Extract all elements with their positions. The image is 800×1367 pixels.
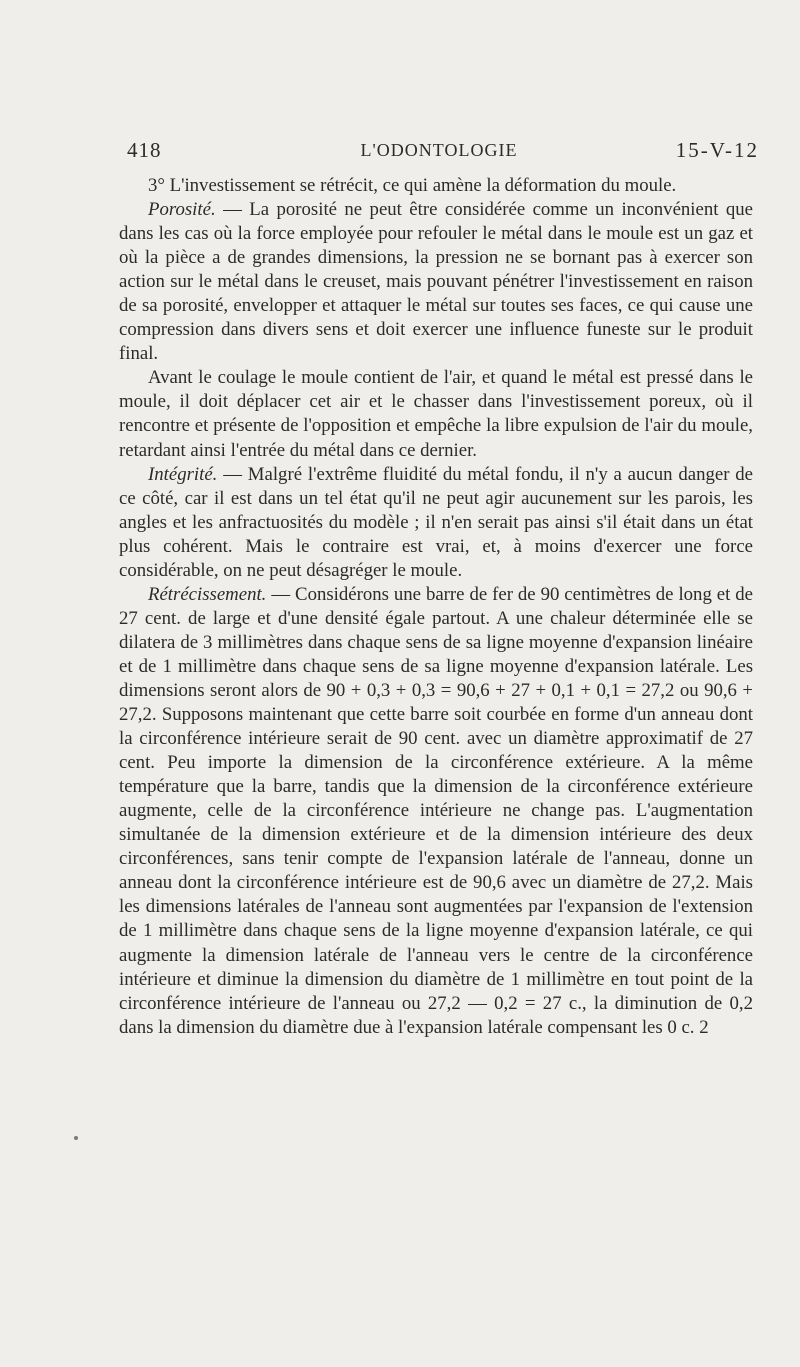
body-text bbox=[119, 174, 753, 1040]
issue-date: 15-V-12 bbox=[675, 138, 759, 162]
paragraph-shrinkage bbox=[119, 583, 753, 1040]
shrinkage-text: — Considérons une barre de fer de 90 centimètres de long et de 27 cent. de large et d'une densité égale partout. A une chaleur déterminée elle se dilatera de 3 millimètres dans chaque sens de sa ligne moyenne d'expansion linéaire et de 1 millimètre dans chaque sens de sa ligne moyenne d'expansion latérale. Les dimensions seront alors de 90 + 0,3 + 0,3 = 90,6 + 27 + 0,1 + 0,1 = 27,2 ou 90,6 + 27,2. Supposons maintenant que cette barre soit courbée en forme d'un anneau dont la circonférence intérieure serait de 90 cent. avec un diamètre approximatif de 27 cent. Peu importe la dimension de la circonférence extérieure. A la même température que la barre, tandis que la dimension de la circonférence extérieure augmente, celle de la circonférence intérieure ne change pas. L'augmentation simultanée de la dimension extérieure et de la dimension intérieure des deux circonférences, sans tenir compte de l'expansion latérale de l'anneau, donne un anneau dont la circonférence intérieure est de 90,6 avec un diamètre de 27,2. Mais les dimensions latérales de l'anneau sont augmentées par l'expansion de l'extension de 1 millimètre dans chaque sens de la ligne moyenne d'expansion latérale, ce qui augmente la dimension latérale de l'anneau vers le centre de la circonférence intérieure et diminue la dimension du diamètre de 1 millimètre en tout point de la circonférence intérieure de l'anneau ou 27,2 — 0,2 = 27 c., la diminution de 0,2 dans la dimension du diamètre due à l'expansion latérale compensant les 0 c. 2 bbox=[119, 583, 753, 1038]
paragraph-integrity bbox=[119, 463, 753, 583]
paragraph-air: Avant le coulage le moule contient de l'air, et quand le métal est pressé dans le moule, il doit déplacer cet air et le chasser dans l'investissement poreux, où il rencontre et présente de l'opposition et empêche la libre expulsion de l'air du moule, retardant ainsi l'entrée du métal dans ce dernier. bbox=[119, 367, 753, 461]
integrity-text: — Malgré l'extrême fluidité du métal fondu, il n'y a aucun danger de ce côté, car il est dans un tel état qu'il ne peut agir aucunement sur les parois, les angles et les anfractuosités du modèle ; il n'en serait pas ainsi s'il était dans un état plus cohérent. Mais le contraire est vrai, et, à moins d'exercer une force considérable, on ne peut désagréger le moule. bbox=[119, 463, 753, 581]
shrinkage-heading: Rétrécissement. bbox=[148, 583, 267, 605]
porosity-text: — La porosité ne peut être considérée comme un inconvénient que dans les cas où la force employée pour refouler le métal dans le moule est un gaz et où la pièce a de grandes dimensions, la pression ne se bornant pas à exercer son action sur le métal dans le creuset, mais pouvant pénétrer l'investissement en raison de sa porosité, envelopper et attaquer le métal sur toutes ses faces, ce qui cause une compression dans divers sens et doit exercer une influence funeste sur le produit final. bbox=[119, 199, 753, 365]
journal-title: L'ODONTOLOGIE bbox=[360, 140, 518, 160]
integrity-heading: Intégrité. bbox=[148, 463, 218, 485]
page-number: 418 bbox=[127, 138, 162, 162]
porosity-heading: Porosité. bbox=[148, 199, 216, 221]
paper-speck bbox=[74, 1136, 78, 1140]
paragraph-shrinkage-point: 3° L'investissement se rétrécit, ce qui amène la déformation du moule. bbox=[148, 175, 677, 196]
running-head bbox=[119, 136, 759, 164]
paragraph-porosity bbox=[119, 198, 753, 366]
